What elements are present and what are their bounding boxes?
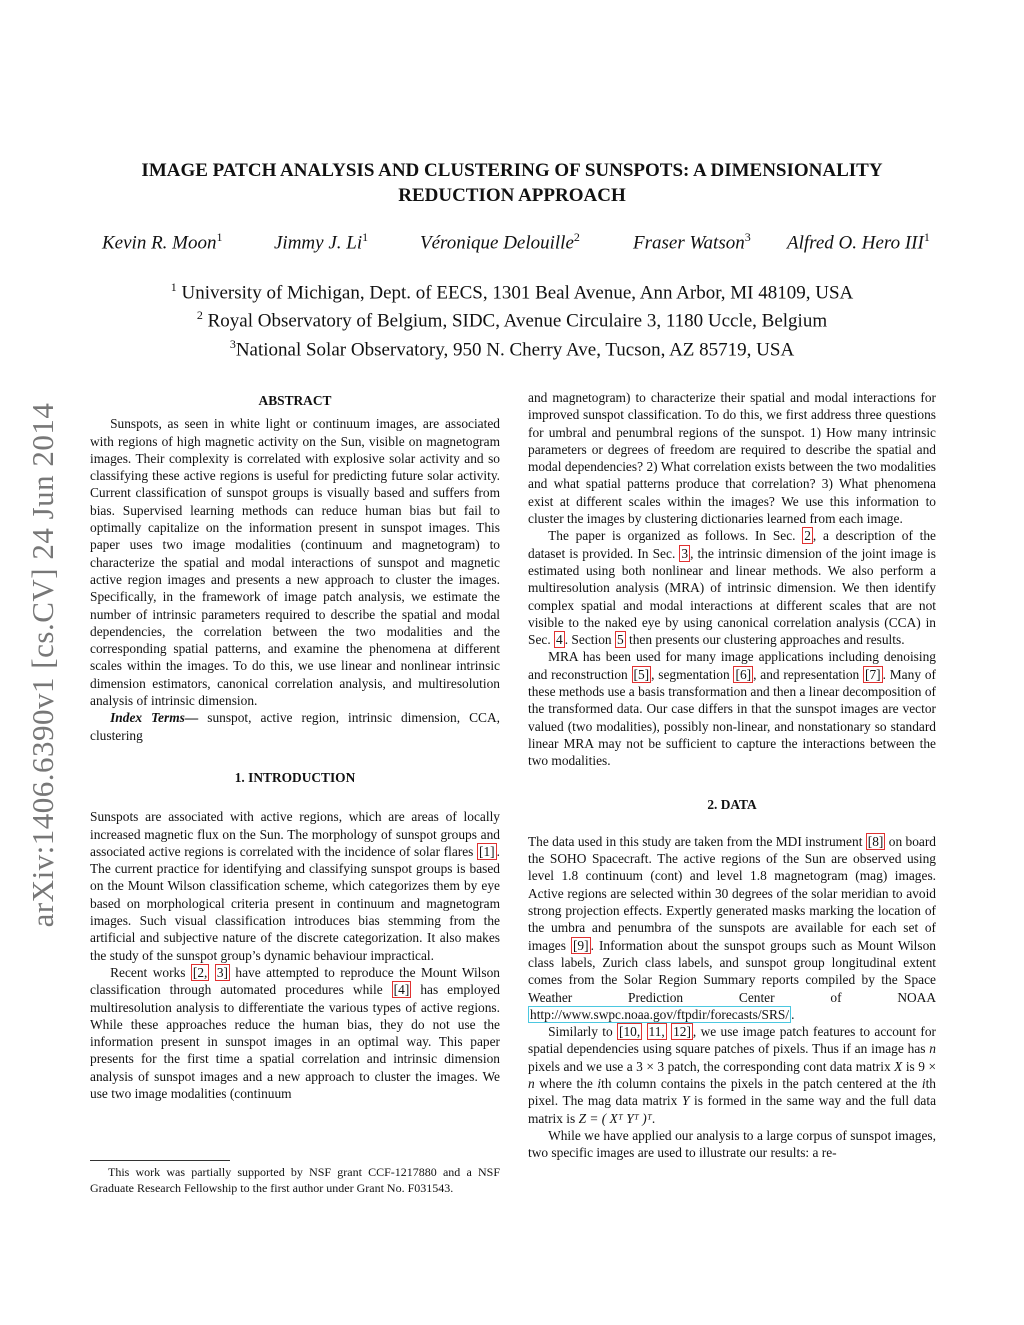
author: Véronique Delouille$^2$ — [420, 230, 580, 254]
affiliation: $^1$ University of Michigan, Dept. of EECS, 1301 Beal Avenue, Ann Arbor, MI 48109, USA — [170, 280, 854, 304]
affiliation: $^2$ Royal Observatory of Belgium, SIDC, Avenue Circulaire 3, 1180 Uccle, Belgium — [196, 308, 828, 332]
section-link[interactable]: 5 — [616, 632, 624, 648]
citation-link[interactable]: [8] — [867, 833, 884, 849]
intro-paragraph: Recent works [2, 3] have attempted to reproduce the Mount Wilson classification through automated procedures while [4] has employed multiresolution analysis to differentiate the various types of active regions. While these approaches reduce the human bias, they do not use the information present in sunspot images in an optimal way. This paper presents for the first time a spatial correlation and intrinsic dimension analysis of sunspot images and a new approach to cluster the images. We use two image modalities (continuum — [90, 964, 500, 1101]
citation-link[interactable]: [9] — [572, 937, 589, 953]
data-paragraph: The data used in this study are taken from the MDI instrument [8] on board the SOHO Spacecraft. The active regions of the Sun are observed using level 1.8 continuum (cont) and level 1.8 magnetogram (mag) images. Active regions are selected within 30 degrees of the solar meridian to avoid strong projection effects. Expertly generated masks marking the location of the umbra and penumbra of the sunspots are available for each set of images [9] . Information about the sunspot groups such as Mount Wilson class labels, Zurich class labels, and sunspot group longitudinal extent comes from the Solar Region Summary reports compiled by the Space Weather Prediction Center of NOAA http://www.swpc.noaa.gov/ftpdir/forecasts/SRS/ . — [528, 833, 937, 1022]
citation-link[interactable]: 12] — [673, 1024, 691, 1040]
section-link[interactable]: 2 — [804, 528, 811, 544]
citation-link[interactable]: [4] — [393, 982, 410, 998]
intro-heading: 1. INTRODUCTION — [234, 769, 356, 785]
intro-paragraph: Sunspots are associated with active regions, which are areas of locally increased magnetic flux on the Sun. The morphology of sunspot groups and associated active regions is correlated with the incidence of solar flares [1] . The current practice for identifying and classifying sunspot groups is based on the Mount Wilson classification scheme, which categorizes them by eye based on morphological criteria present in continuum and magnetogram images. Such visual classification introduces bias stemming from the artificial and subjective nature of the discrete categorization. It also makes the study of the sunspot group’s dynamic behaviour impractical. — [90, 809, 500, 963]
citation-link[interactable]: [5] — [633, 666, 650, 682]
author: Fraser Watson$^3$ — [633, 230, 751, 254]
footnote-rule — [90, 1160, 230, 1161]
data-heading: 2. DATA — [707, 796, 757, 812]
noaa-url-link[interactable]: http://www.swpc.noaa.gov/ftpdir/forecasts/SRS/ — [530, 1006, 790, 1022]
citation-link[interactable]: [7] — [865, 666, 881, 682]
citation-link[interactable]: [1] — [479, 843, 495, 859]
illustration-paragraph: While we have applied our analysis to a large corpus of sunspot images, two specific images are used to illustrate our results: a re- — [528, 1127, 936, 1161]
organization-paragraph: The paper is organized as follows. In Sec. 2 , a description of the dataset is provided. In Sec. 3 , the intrinsic dimension of the joint image is estimated using both nonlinear and linear methods. We also perform a multiresolution analysis (MRA) of intrinsic dimension. We then identify complex spatial and modal interactions at different scales that are not visible to the naked eye by using canonical correlation analysis (CCA) in Sec. 4 . Section 5 then presents our clustering approaches and results. — [528, 528, 936, 648]
section-link[interactable]: 4 — [556, 632, 563, 648]
affiliation: $^3$National Solar Observatory, 950 N. Cherry Ave, Tucson, AZ 85719, USA — [229, 336, 795, 360]
arxiv-stamp-text: arXiv:1406.6390v1 [cs.CV] 24 Jun 2014 — [25, 402, 60, 928]
right-column — [528, 389, 936, 1161]
abstract-text: Sunspots, as seen in white light or continuum images, are associated with regions of high magnetic activity on the Sun, visible on magnetogram images. Their complexity is correlated with explosive solar activity and so classifying these active regions is useful for predicting future solar activity. Current classification of sunspot groups is visually based and suffers from bias. Supervised learning methods can reduce human bias but fail to optimally capitalize on the information present in sunspot images. This paper uses two image modalities (continuum and magnetogram) to characterize the spatial and modal interactions of sunspot and magnetic active region images and presents a new approach to cluster the images. Specifically, in the framework of image patch analysis, we estimate the number of intrinsic parameters required to describe the spatial and modal dependencies, the correlation between the two modalities and the corresponding spatial patterns, and examine the phenomena at different scales within the images. To do this, we use linear and nonlinear intrinsic dimension estimators, canonical correlation analysis, and multiresolution analysis of intrinsic dimension. — [90, 416, 500, 709]
mra-paragraph: MRA has been used for many image applications including denoising and reconstruction [5] , segmentation [6] , and representation [7] . Many of these methods use a basis transformation and then a linear decomposition of the transformed data. Our case differs in that the sunspot images are vector valued (two modalities), possibly non-linear, and nonstationary so standard linear MRA may not be sufficient to capture the interactions between the two modalities. — [528, 649, 936, 769]
citation-link[interactable]: 11, — [648, 1024, 665, 1040]
intro-continued: and magnetogram) to characterize their spatial and modal interactions for improved sunspot classification. To do this, we first address three questions for umbral and penumbral regions of the sunspot. 1) How many intrinsic parameters or degrees of freedom are required to describe the spatial and modal dependencies? 2) What correlation exists between the two modalities and what spatial patterns produce that correlation? 3) What phenomena exist at different scales within the images? We use this information to cluster the images by clustering dictionaries learned from each image. — [528, 390, 936, 527]
footnote — [90, 1160, 500, 1196]
citation-link[interactable]: [6] — [735, 666, 752, 682]
arxiv-stamp — [14, 365, 72, 965]
abstract-heading: ABSTRACT — [258, 393, 332, 408]
footnote-text: This work was partially supported by NSF grant CCF-1217880 and a NSF Graduate Research Fellowship to the first author under Grant No. F031543. — [90, 1165, 500, 1195]
patch-paragraph: Similarly to [10, 11, 12] , we use image patch features to account for spatial dependencies using square patches of pixels. Thus if an image has n pixels and we use a 3 × 3 patch, the corresponding cont data matrix X is 9 × n where the ith column contains the pixels in the patch centered at the ith pixel. The mag data matrix Y is formed in the same way and the full data matrix is Z = ( Xᵀ Yᵀ )ᵀ. — [528, 1024, 937, 1126]
index-terms: Index Terms— sunspot, active region, intrinsic dimension, CCA, clustering — [90, 710, 500, 743]
left-column — [90, 392, 500, 1102]
paper-title: IMAGE PATCH ANALYSIS AND CLUSTERING OF SUNSPOTS: A DIMENSIONALITY REDUCTION APPROACH — [141, 160, 883, 206]
section-link[interactable]: 3 — [681, 545, 689, 561]
citation-link[interactable]: [2, — [192, 964, 208, 980]
affiliations — [100, 276, 924, 361]
author: Alfred O. Hero III$^1$ — [787, 230, 930, 254]
citation-link[interactable]: 3] — [216, 964, 228, 980]
author: Jimmy J. Li$^1$ — [274, 230, 369, 254]
author-list — [90, 230, 960, 260]
citation-link[interactable]: [10, — [618, 1024, 641, 1040]
author: Kevin R. Moon$^1$ — [102, 230, 223, 254]
